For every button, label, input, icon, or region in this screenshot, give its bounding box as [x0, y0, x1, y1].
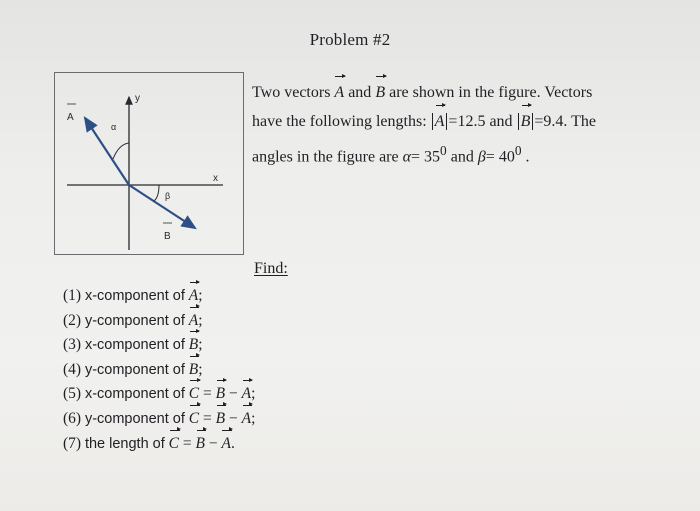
item-punct: ; [198, 311, 203, 329]
item-text: x-component of [84, 288, 185, 304]
vector-a-symbol: A [189, 309, 198, 333]
vector-c-symbol: C [169, 432, 179, 456]
item-punct: ; [198, 336, 203, 354]
item-number: (6) [63, 409, 82, 427]
magnitude-a [432, 113, 448, 130]
beta-value: = 40 [485, 148, 515, 166]
item-text: y-component of [84, 361, 185, 378]
statement-text: and [489, 113, 513, 130]
vector-a-label: A [67, 112, 74, 123]
statement-line-2 [252, 107, 682, 136]
statement-text: . The [563, 113, 596, 130]
item-number: (3) [63, 336, 82, 354]
list-item [63, 432, 255, 457]
item-text: y-component of [84, 410, 185, 427]
equals-sign: = [203, 409, 212, 427]
vector-figure [54, 72, 244, 255]
item-number: (1) [63, 287, 82, 304]
item-text: y-component of [84, 312, 185, 329]
problem-statement [252, 78, 682, 171]
list-item [63, 333, 255, 358]
x-axis-label: x [213, 173, 218, 184]
item-punct: ; [251, 409, 256, 427]
alpha-symbol: α [402, 148, 412, 166]
degree-mark: 0 [514, 143, 522, 158]
item-number: (4) [63, 360, 82, 378]
list-item [63, 407, 255, 432]
minus-sign: − [208, 434, 218, 452]
vector-b-symbol: B [216, 382, 225, 406]
beta-symbol: β [477, 148, 486, 166]
item-text: x-component of [84, 337, 185, 354]
problem-title: Problem #2 [309, 30, 391, 49]
vector-a-symbol: A [435, 107, 445, 136]
statement-text: Two vectors [252, 84, 331, 101]
alpha-arc [113, 143, 129, 159]
item-text: x-component of [84, 386, 185, 403]
statement-line-1 [252, 78, 682, 107]
minus-sign: − [228, 385, 238, 403]
equals-sign: = [203, 385, 212, 403]
statement-text: and [348, 84, 372, 101]
vector-b-symbol: B [189, 358, 198, 382]
vector-a-symbol: A [242, 382, 251, 406]
question-list [63, 284, 255, 456]
vector-b-symbol: B [196, 432, 205, 456]
alpha-value: = 35 [411, 148, 441, 166]
vector-b-symbol: B [375, 78, 385, 107]
statement-line-3 [252, 136, 682, 171]
statement-text: have the following lengths: [252, 113, 427, 130]
vector-b-arrow [129, 185, 195, 228]
item-punct: ; [198, 360, 203, 378]
item-text: the length of [84, 435, 165, 452]
y-axis-label: y [135, 93, 140, 104]
statement-text: . [525, 148, 530, 166]
item-punct: . [230, 434, 235, 452]
list-item [63, 284, 255, 309]
statement-text: are shown in the figure. Vectors [389, 84, 593, 101]
item-number: (5) [63, 385, 82, 403]
vector-a-symbol: A [334, 78, 344, 107]
vector-a-symbol: A [242, 407, 251, 431]
vector-a-symbol: A [221, 432, 230, 456]
vector-b-symbol: B [521, 107, 531, 136]
statement-text: and [450, 148, 474, 166]
vector-diagram [55, 73, 245, 256]
vector-a-arrow [85, 118, 129, 185]
find-heading: Find: [254, 260, 288, 277]
degree-mark: 0 [440, 143, 447, 158]
beta-label: β [165, 191, 171, 201]
length-a-value: =12.5 [448, 113, 486, 130]
beta-arc [154, 185, 159, 201]
statement-text: angles in the figure are [252, 148, 399, 166]
minus-sign: − [228, 409, 238, 427]
item-number: (7) [63, 434, 82, 452]
alpha-label: α [111, 122, 117, 132]
vector-c-symbol: C [189, 407, 199, 431]
vector-b-symbol: B [189, 333, 198, 357]
vector-a-symbol: A [189, 284, 198, 308]
list-item [63, 309, 255, 334]
item-punct: ; [251, 385, 256, 403]
item-punct: ; [198, 287, 203, 304]
item-number: (2) [63, 311, 82, 329]
vector-b-symbol: B [216, 407, 225, 431]
vector-c-symbol: C [189, 382, 199, 406]
magnitude-b [518, 113, 534, 130]
equals-sign: = [182, 434, 192, 452]
vector-b-label: B [164, 231, 171, 242]
length-b-value: =9.4 [534, 113, 564, 130]
